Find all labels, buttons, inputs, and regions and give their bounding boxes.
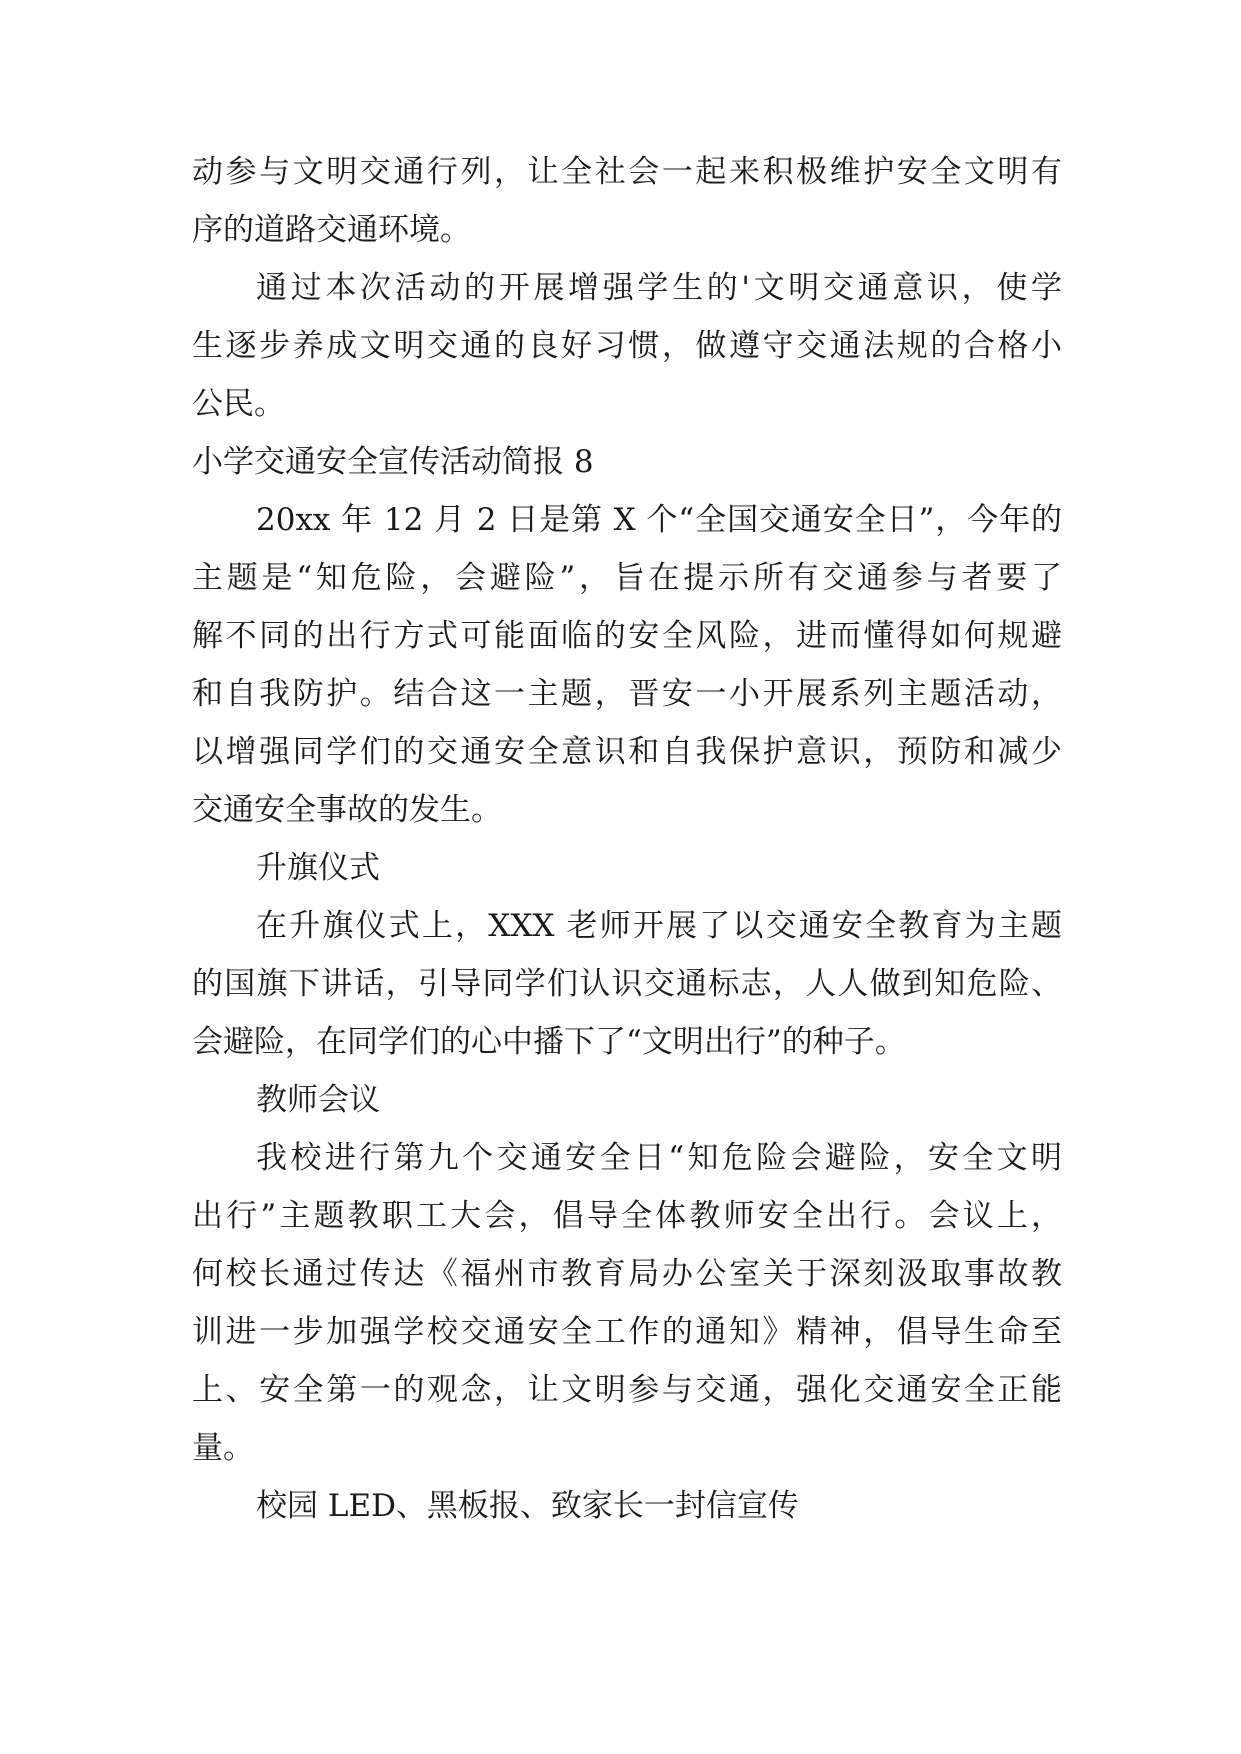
paragraph-line: 通过本次活动的开展增强学生的'文明交通意识，使学 <box>256 270 1062 306</box>
paragraph-line: 训进一步加强学校交通安全工作的通知》精神，倡导生命至 <box>192 1314 1062 1350</box>
paragraph-line: 20xx 年 12 月 2 日是第 X 个“全国交通安全日”，今年的 <box>256 502 1062 538</box>
paragraph-line: 交通安全事故的发生。 <box>192 792 502 828</box>
paragraph-line: 解不同的出行方式可能面临的安全风险，进而懂得如何规避 <box>192 618 1062 654</box>
paragraph-line: 公民。 <box>192 386 285 422</box>
paragraph-line: 序的道路交通环境。 <box>192 212 471 248</box>
paragraph-line: 在升旗仪式上，XXX 老师开展了以交通安全教育为主题 <box>256 908 1062 944</box>
paragraph-line: 量。 <box>192 1430 254 1466</box>
paragraph-line: 上、安全第一的观念，让文明参与交通，强化交通安全正能 <box>192 1372 1062 1408</box>
paragraph-line: 以增强同学们的交通安全意识和自我保护意识，预防和减少 <box>192 734 1062 770</box>
paragraph-line: 主题是“知危险，会避险”，旨在提示所有交通参与者要了 <box>192 560 1062 596</box>
paragraph-line: 动参与文明交通行列，让全社会一起来积极维护安全文明有 <box>192 154 1062 190</box>
section-title: 小学交通安全宣传活动简报 8 <box>192 444 594 480</box>
paragraph-line: 的国旗下讲话，引导同学们认识交通标志，人人做到知危险、 <box>192 966 1062 1002</box>
paragraph-line: 何校长通过传达《福州市教育局办公室关于深刻汲取事故教 <box>192 1256 1062 1292</box>
paragraph-line: 会避险，在同学们的心中播下了“文明出行”的种子。 <box>192 1024 906 1060</box>
subheading: 升旗仪式 <box>256 850 380 886</box>
subheading: 教师会议 <box>256 1082 380 1118</box>
subheading: 校园 LED、黑板报、致家长一封信宣传 <box>256 1488 799 1524</box>
paragraph-line: 生逐步养成文明交通的良好习惯，做遵守交通法规的合格小 <box>192 328 1062 364</box>
paragraph-line: 和自我防护。结合这一主题，晋安一小开展系列主题活动， <box>192 676 1062 712</box>
paragraph-line: 出行”主题教职工大会，倡导全体教师安全出行。会议上， <box>192 1198 1062 1234</box>
paragraph-line: 我校进行第九个交通安全日“知危险会避险，安全文明 <box>256 1140 1062 1176</box>
